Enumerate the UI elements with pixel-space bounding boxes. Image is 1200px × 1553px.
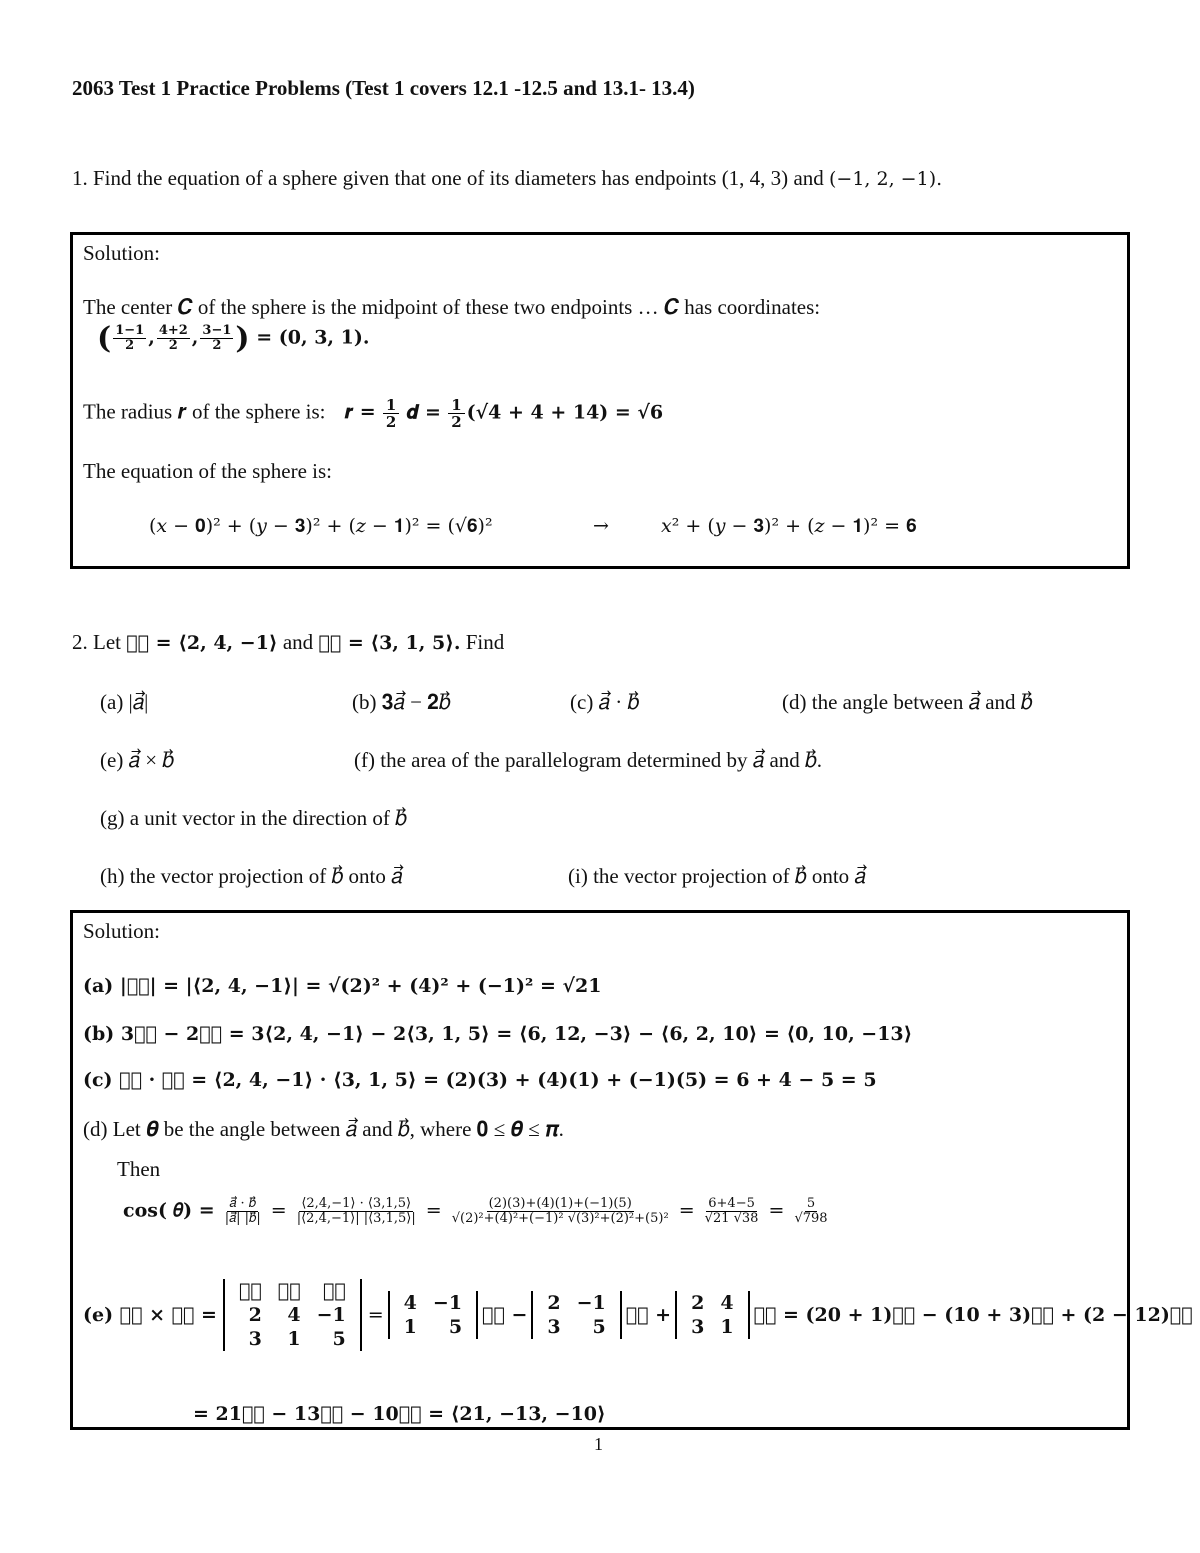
then-text: Then — [117, 1157, 161, 1181]
cross-product: (e) 𝑎⃗ × 𝑏⃗ = 𝑖⃗ 𝑗⃗ 𝑘⃗ 2 4 −1 3 1 5 = 4 −1 1 5 𝑖⃗ − 2 −1 3 5 𝑗⃗ + 2 4 3 1 𝑘⃗ = (𝟐𝟎 + 𝟏)𝑖⃗ − (𝟏𝟎 + 𝟑)𝑗⃗ + (𝟐 − 𝟏𝟐)𝑘⃗ — [83, 1280, 1193, 1350]
problem-1-and: and — [788, 166, 830, 190]
center-frac-z: $\frac{3-1}{2}$ — [202, 323, 232, 353]
center-frac-x: $\frac{1-1}{2}$ — [115, 323, 145, 353]
cos-frac-1: $\frac{\text{𝑎⃗ · 𝑏⃗}}{\text{|𝑎⃗| |𝑏⃗|}}$ — [224, 1196, 261, 1226]
part-g: (g) a unit vector in the direction of 𝑏⃗ — [100, 806, 407, 830]
radius-result: (√𝟒 + 𝟒 + 𝟏𝟒) = √𝟔 — [466, 401, 664, 424]
determinant-k — [675, 1291, 749, 1339]
solution-label-2: Solution: — [83, 919, 161, 943]
det3-cell: 3 — [248, 1328, 262, 1350]
det3-cell: 5 — [332, 1328, 346, 1350]
half-frac-2: $\frac{1}{2}$ — [448, 397, 464, 430]
vector-b-def: 𝑏⃗ = ⟨𝟑, 𝟏, 𝟓⟩. — [318, 632, 461, 654]
part-d: (d) the angle between 𝑎⃗ and 𝑏⃗ — [782, 690, 1033, 714]
det-k-cell: 3 — [691, 1316, 705, 1338]
part-e: (e) 𝑎⃗ × 𝑏⃗ — [100, 748, 175, 772]
center-result: = (𝟎, 𝟑, 𝟏). — [256, 326, 370, 349]
cos-frac-5: $\frac{5}{√798}$ — [794, 1196, 828, 1226]
cos-frac-4: $\frac{6+4-5}{√21 √38}$ — [704, 1196, 759, 1226]
arrow: → — [593, 515, 609, 537]
det3-cell: 2 — [248, 1304, 262, 1326]
determinant-3x3 — [223, 1279, 362, 1351]
det3-cell: 1 — [287, 1328, 301, 1350]
center-line: The center 𝑪 of the sphere is the midpoint of these two endpoints … 𝑪 has coordinates: — [83, 295, 821, 319]
det-i-row — [396, 1315, 470, 1339]
det-i-cell: 1 — [403, 1316, 417, 1338]
radius-text: The radius 𝒓 of the sphere is: — [83, 399, 326, 424]
problem-1-statement — [72, 166, 942, 191]
vector-a-def: 𝑎⃗ = ⟨𝟐, 𝟒, −𝟏⟩ — [126, 632, 278, 654]
part-a: (a) |𝑎⃗| — [100, 690, 149, 714]
det-j-row — [539, 1291, 613, 1315]
cos-frac-2: $\frac{⟨2,4,-1⟩ \cdot ⟨3,1,5⟩}{|⟨2,4,-1⟩| |⟨3,1,5⟩|}$ — [296, 1196, 416, 1226]
det3-cell: 𝑖⃗ — [238, 1280, 262, 1302]
det-j-cell: 5 — [592, 1316, 606, 1338]
solution-part-c: (c) 𝑎⃗ · 𝑏⃗ = ⟨𝟐, 𝟒, −𝟏⟩ · ⟨𝟑, 𝟏, 𝟓⟩ = (2)(3) + (4)(1) + (−1)(5) = 𝟔 + 𝟒 − 𝟓 = 𝟓 — [83, 1069, 877, 1091]
det3-row — [231, 1303, 354, 1327]
part-f: (f) the area of the parallelogram determined by 𝑎⃗ and 𝑏⃗. — [354, 748, 823, 772]
equation-text: The equation of the sphere is: — [83, 459, 333, 483]
det-k-cell: 1 — [720, 1316, 734, 1338]
solution-label: Solution: — [83, 241, 161, 265]
page-title: 2063 Test 1 Practice Problems (Test 1 covers 12.1 -12.5 and 13.1- 13.4) — [72, 76, 695, 100]
half-frac: $\frac{1}{2}$ — [383, 397, 399, 430]
cross-product-result: = 𝟐𝟏𝑖⃗ − 𝟏𝟑𝑗⃗ − 𝟏𝟎𝑘⃗ = ⟨𝟐𝟏, −𝟏𝟑, −𝟏𝟎⟩ — [193, 1403, 606, 1425]
det3-row — [231, 1327, 354, 1351]
det-j-cell: 2 — [547, 1292, 561, 1314]
det-i-row — [396, 1291, 470, 1315]
radius-line: The radius 𝒓 of the sphere is: 𝒓 = $\frac{1}{2}$ 𝒅 = $\frac{1}{2}$ (√𝟒 + 𝟒 + 𝟏𝟒) = √𝟔 — [83, 396, 664, 431]
det3-cell: 𝑘⃗ — [322, 1280, 346, 1302]
solution-part-a: (a) |𝑎⃗| = |⟨𝟐, 𝟒, −𝟏⟩| = √(2)² + (4)² + (−1)² = √𝟐𝟏 — [83, 975, 602, 997]
problem-1-point2: (−1, 2, −1). — [829, 168, 943, 190]
det-k-cell: 4 — [720, 1292, 734, 1314]
solution-box-2 — [70, 910, 1193, 1430]
det-k-row — [683, 1315, 741, 1339]
det3-cell: −1 — [316, 1304, 346, 1326]
center-calc: ( $\frac{1-1}{2}$ , $\frac{4+2}{2}$ , $\frac{3-1}{2}$ ) = (𝟎, 𝟑, 𝟏). — [97, 321, 370, 356]
page-number: 1 — [594, 1434, 603, 1454]
problem-1-text: 1. Find the equation of a sphere given that one of its diameters has endpoints — [72, 166, 722, 190]
problem-1-point1: (1, 4, 3) — [721, 166, 789, 190]
det3-cell: 4 — [287, 1304, 301, 1326]
problem-2-statement: 2. Let 𝑎⃗ = ⟨𝟐, 𝟒, −𝟏⟩ and 𝑏⃗ = ⟨𝟑, 𝟏, 𝟓⟩. Find — [72, 630, 505, 654]
det-k-row — [683, 1291, 741, 1315]
part-c: (c) 𝑎⃗ · 𝑏⃗ — [570, 690, 640, 714]
solution-part-d: (d) Let 𝜽 be the angle between 𝑎⃗ and 𝑏⃗, where 𝟎 ≤ 𝜽 ≤ 𝝅. — [83, 1117, 564, 1141]
solution-box-1 — [70, 232, 1130, 569]
det-j-cell: 3 — [547, 1316, 561, 1338]
part-b: (b) 𝟑𝑎⃗ − 𝟐𝑏⃗ — [352, 690, 451, 714]
det-i-cell: −1 — [432, 1292, 463, 1314]
det3-row — [231, 1279, 354, 1303]
det3-cell: 𝑗⃗ — [277, 1280, 301, 1302]
det-i-cell: 4 — [403, 1292, 417, 1314]
problem-2-prefix: 2. Let — [72, 630, 121, 654]
solution-part-b: (b) 𝟑𝑎⃗ − 𝟐𝑏⃗ = 𝟑⟨𝟐, 𝟒, −𝟏⟩ − 𝟐⟨𝟑, 𝟏, 𝟓⟩ = ⟨𝟔, 𝟏𝟐, −𝟑⟩ − ⟨𝟔, 𝟐, 𝟏𝟎⟩ = ⟨𝟎, 𝟏𝟎, −𝟏𝟑⟩ — [83, 1023, 913, 1045]
determinant-i — [388, 1291, 478, 1339]
center-frac-y: $\frac{4+2}{2}$ — [158, 323, 188, 353]
determinant-j — [531, 1291, 621, 1339]
det-j-cell: −1 — [576, 1292, 606, 1314]
cos-frac-3: $\frac{(2)(3)+(4)(1)+(-1)(5)}{\text{√(2)²+(4)²+(−1)² √(3)²+(2)²+(5)²}}$ — [451, 1196, 669, 1226]
part-i: (i) the vector projection of 𝑏⃗ onto 𝑎⃗ — [568, 864, 866, 888]
det-j-row — [539, 1315, 613, 1339]
cos-formula: 𝐜𝐨𝐬( 𝜃) = $\frac{\text{𝑎⃗ · 𝑏⃗}}{\text{|𝑎⃗| |𝑏⃗|}}$ = $\frac{⟨2,4,-1⟩ \cdot ⟨3,1,5⟩}{|⟨2,4,-1⟩| |⟨3,1,5⟩|}$ = $\frac{(2)(3)+(4)(1)+(-1)(5)}{\text{√(2)²+(4)²+(−1)² √(3)²+(2)²+(5)²}}$ = $\frac{6+4-5}{√21 √38}$ = $\frac{5}{√798}$ — [123, 1196, 828, 1226]
det-k-cell: 2 — [691, 1292, 705, 1314]
sphere-equation-left: (𝑥 − 𝟎)² + (𝑦 − 𝟑)² + (𝑧 − 𝟏)² = (√𝟔)² — [149, 515, 493, 537]
sphere-equation-right: 𝑥² + (𝑦 − 𝟑)² + (𝑧 − 𝟏)² = 𝟔 — [661, 515, 917, 537]
part-h: (h) the vector projection of 𝑏⃗ onto 𝑎⃗ — [100, 864, 403, 888]
det-i-cell: 5 — [448, 1316, 463, 1338]
